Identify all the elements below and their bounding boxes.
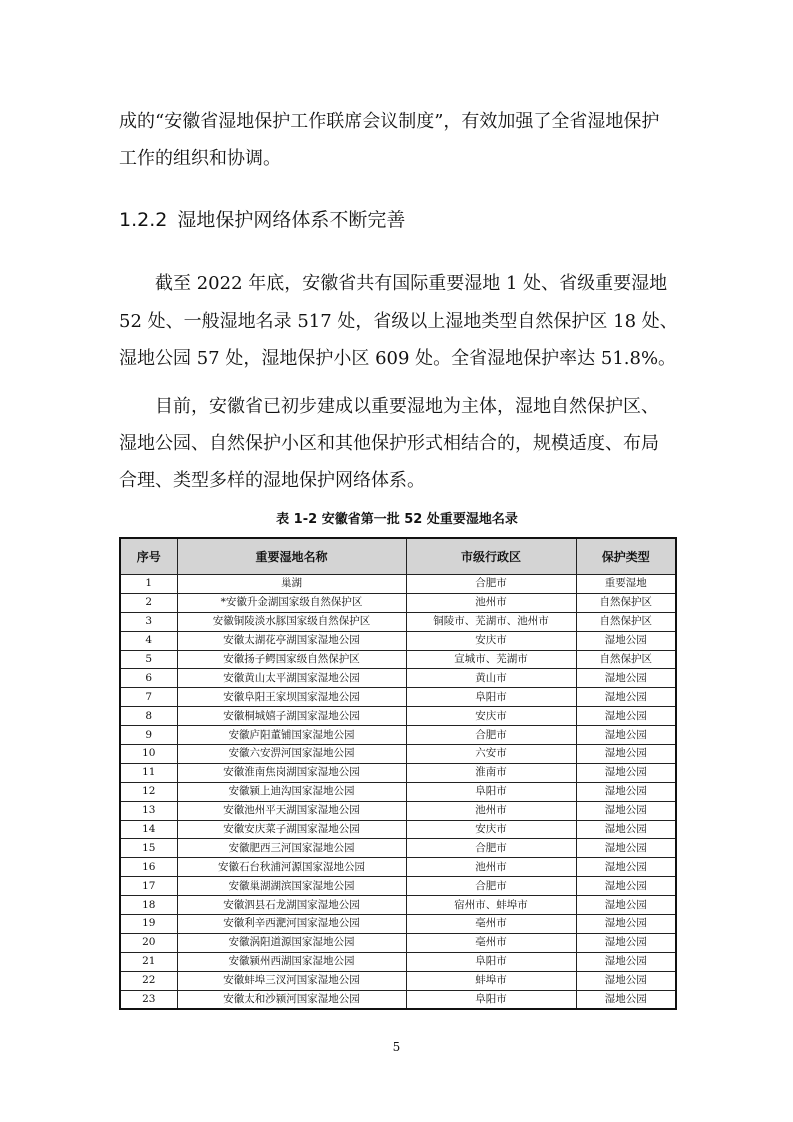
city: 黄山市 <box>406 669 576 688</box>
protection-type: 湿地公园 <box>576 801 676 820</box>
table-row <box>120 896 676 915</box>
wetland-name: 安徽利辛西淝河国家湿地公园 <box>177 915 406 934</box>
wetland-name: 安徽肥西三河国家湿地公园 <box>177 839 406 858</box>
table-row <box>120 612 676 631</box>
table-caption: 表 1-2 安徽省第一批 52 处重要湿地名录 <box>276 512 518 527</box>
protection-type: 湿地公园 <box>576 631 676 650</box>
protection-type: 自然保护区 <box>576 650 676 669</box>
table-row <box>120 593 676 612</box>
protection-type: 湿地公园 <box>576 707 676 726</box>
row-index: 14 <box>120 820 177 839</box>
wetland-name: 安徽巢湖湖滨国家湿地公园 <box>177 877 406 896</box>
paragraph-line: 目前，安徽省已初步建成以重要湿地为主体，湿地自然保护区、 <box>119 396 659 417</box>
city: 阜阳市 <box>406 952 576 971</box>
table-row <box>120 839 676 858</box>
row-index: 7 <box>120 688 177 707</box>
row-index: 12 <box>120 782 177 801</box>
table-row <box>120 990 676 1009</box>
protection-type: 湿地公园 <box>576 688 676 707</box>
wetland-name: *安徽升金湖国家级自然保护区 <box>177 593 406 612</box>
city: 蚌埠市 <box>406 971 576 990</box>
table-row <box>120 877 676 896</box>
protection-type: 重要湿地 <box>576 575 676 594</box>
city: 池州市 <box>406 858 576 877</box>
wetland-name: 安徽桐城嬉子湖国家湿地公园 <box>177 707 406 726</box>
table-header-row <box>120 538 676 575</box>
paragraph-line: 合理、类型多样的湿地保护网络体系。 <box>119 470 425 491</box>
protection-type: 湿地公园 <box>576 971 676 990</box>
protection-type: 湿地公园 <box>576 990 676 1009</box>
section-number: 1.2.2 <box>119 209 168 231</box>
section-heading <box>119 207 405 233</box>
wetland-name: 安徽石台秋浦河源国家湿地公园 <box>177 858 406 877</box>
table-row <box>120 669 676 688</box>
row-index: 23 <box>120 990 177 1009</box>
row-index: 21 <box>120 952 177 971</box>
wetland-name: 安徽扬子鳄国家级自然保护区 <box>177 650 406 669</box>
city: 安庆市 <box>406 820 576 839</box>
table-row <box>120 631 676 650</box>
protection-type: 湿地公园 <box>576 763 676 782</box>
city: 池州市 <box>406 801 576 820</box>
row-index: 19 <box>120 915 177 934</box>
table-row <box>120 801 676 820</box>
table-row <box>120 933 676 952</box>
row-index: 18 <box>120 896 177 915</box>
row-index: 20 <box>120 933 177 952</box>
paragraph-line: 截至 2022 年底，安徽省共有国际重要湿地 1 处、省级重要湿地 <box>119 273 668 294</box>
table-row <box>120 820 676 839</box>
protection-type: 湿地公园 <box>576 839 676 858</box>
city: 阜阳市 <box>406 782 576 801</box>
row-index: 9 <box>120 726 177 745</box>
row-index: 6 <box>120 669 177 688</box>
paragraph-line: 工作的组织和协调。 <box>119 148 281 169</box>
table-row <box>120 575 676 594</box>
city: 合肥市 <box>406 575 576 594</box>
city: 阜阳市 <box>406 990 576 1009</box>
wetland-name: 安徽庐阳董铺国家湿地公园 <box>177 726 406 745</box>
protection-type: 自然保护区 <box>576 593 676 612</box>
table-row <box>120 971 676 990</box>
city: 安庆市 <box>406 707 576 726</box>
table-row <box>120 858 676 877</box>
wetland-name: 安徽太湖花亭湖国家湿地公园 <box>177 631 406 650</box>
city: 合肥市 <box>406 839 576 858</box>
wetland-name: 安徽颍州西湖国家湿地公园 <box>177 952 406 971</box>
page-number: 5 <box>392 1040 401 1054</box>
row-index: 17 <box>120 877 177 896</box>
wetland-name: 安徽太和沙颍河国家湿地公园 <box>177 990 406 1009</box>
table-row <box>120 952 676 971</box>
table-row <box>120 915 676 934</box>
row-index: 4 <box>120 631 177 650</box>
row-index: 15 <box>120 839 177 858</box>
wetland-name: 安徽安庆菜子湖国家湿地公园 <box>177 820 406 839</box>
header-city: 市级行政区 <box>406 538 576 575</box>
city: 亳州市 <box>406 915 576 934</box>
protection-type: 自然保护区 <box>576 612 676 631</box>
row-index: 11 <box>120 763 177 782</box>
wetland-name: 安徽颍上迪沟国家湿地公园 <box>177 782 406 801</box>
wetland-list-table <box>119 537 677 1010</box>
wetland-name: 安徽淮南焦岗湖国家湿地公园 <box>177 763 406 782</box>
protection-type: 湿地公园 <box>576 952 676 971</box>
paragraph-line: 湿地公园、自然保护小区和其他保护形式相结合的，规模适度、布局 <box>119 433 659 454</box>
city: 池州市 <box>406 593 576 612</box>
protection-type: 湿地公园 <box>576 896 676 915</box>
protection-type: 湿地公园 <box>576 933 676 952</box>
city: 安庆市 <box>406 631 576 650</box>
header-wetland-name: 重要湿地名称 <box>177 538 406 575</box>
table-row <box>120 745 676 764</box>
city: 宣城市、芜湖市 <box>406 650 576 669</box>
section-title: 湿地保护网络体系不断完善 <box>177 209 406 231</box>
table-row <box>120 763 676 782</box>
city: 阜阳市 <box>406 688 576 707</box>
row-index: 10 <box>120 745 177 764</box>
protection-type: 湿地公园 <box>576 858 676 877</box>
protection-type: 湿地公园 <box>576 915 676 934</box>
protection-type: 湿地公园 <box>576 745 676 764</box>
row-index: 16 <box>120 858 177 877</box>
wetland-name: 安徽阜阳王家坝国家湿地公园 <box>177 688 406 707</box>
city: 铜陵市、芜湖市、池州市 <box>406 612 576 631</box>
protection-type: 湿地公园 <box>576 820 676 839</box>
wetland-name: 安徽六安淠河国家湿地公园 <box>177 745 406 764</box>
header-protection-type: 保护类型 <box>576 538 676 575</box>
city: 合肥市 <box>406 877 576 896</box>
city: 宿州市、蚌埠市 <box>406 896 576 915</box>
paragraph-line: 52 处、一般湿地名录 517 处，省级以上湿地类型自然保护区 18 处、 <box>119 311 678 332</box>
row-index: 2 <box>120 593 177 612</box>
city: 合肥市 <box>406 726 576 745</box>
wetland-name: 安徽涡阳道源国家湿地公园 <box>177 933 406 952</box>
city: 亳州市 <box>406 933 576 952</box>
protection-type: 湿地公园 <box>576 877 676 896</box>
row-index: 13 <box>120 801 177 820</box>
wetland-name: 安徽黄山太平湖国家湿地公园 <box>177 669 406 688</box>
wetland-name: 安徽蚌埠三汊河国家湿地公园 <box>177 971 406 990</box>
table-row <box>120 707 676 726</box>
row-index: 8 <box>120 707 177 726</box>
protection-type: 湿地公园 <box>576 726 676 745</box>
protection-type: 湿地公园 <box>576 782 676 801</box>
table-row <box>120 782 676 801</box>
paragraph-line: 湿地公园 57 处，湿地保护小区 609 处。全省湿地保护率达 51.8%。 <box>119 348 677 369</box>
row-index: 3 <box>120 612 177 631</box>
row-index: 22 <box>120 971 177 990</box>
row-index: 1 <box>120 575 177 594</box>
table-row <box>120 726 676 745</box>
wetland-name: 安徽池州平天湖国家湿地公园 <box>177 801 406 820</box>
paragraph-line: 成的“安徽省湿地保护工作联席会议制度”，有效加强了全省湿地保护 <box>119 111 660 132</box>
city: 六安市 <box>406 745 576 764</box>
wetland-name: 安徽泗县石龙湖国家湿地公园 <box>177 896 406 915</box>
table-row <box>120 650 676 669</box>
city: 淮南市 <box>406 763 576 782</box>
row-index: 5 <box>120 650 177 669</box>
wetland-name: 安徽铜陵淡水豚国家级自然保护区 <box>177 612 406 631</box>
protection-type: 湿地公园 <box>576 669 676 688</box>
table-row <box>120 688 676 707</box>
header-index: 序号 <box>120 538 177 575</box>
wetland-name: 巢湖 <box>177 575 406 594</box>
